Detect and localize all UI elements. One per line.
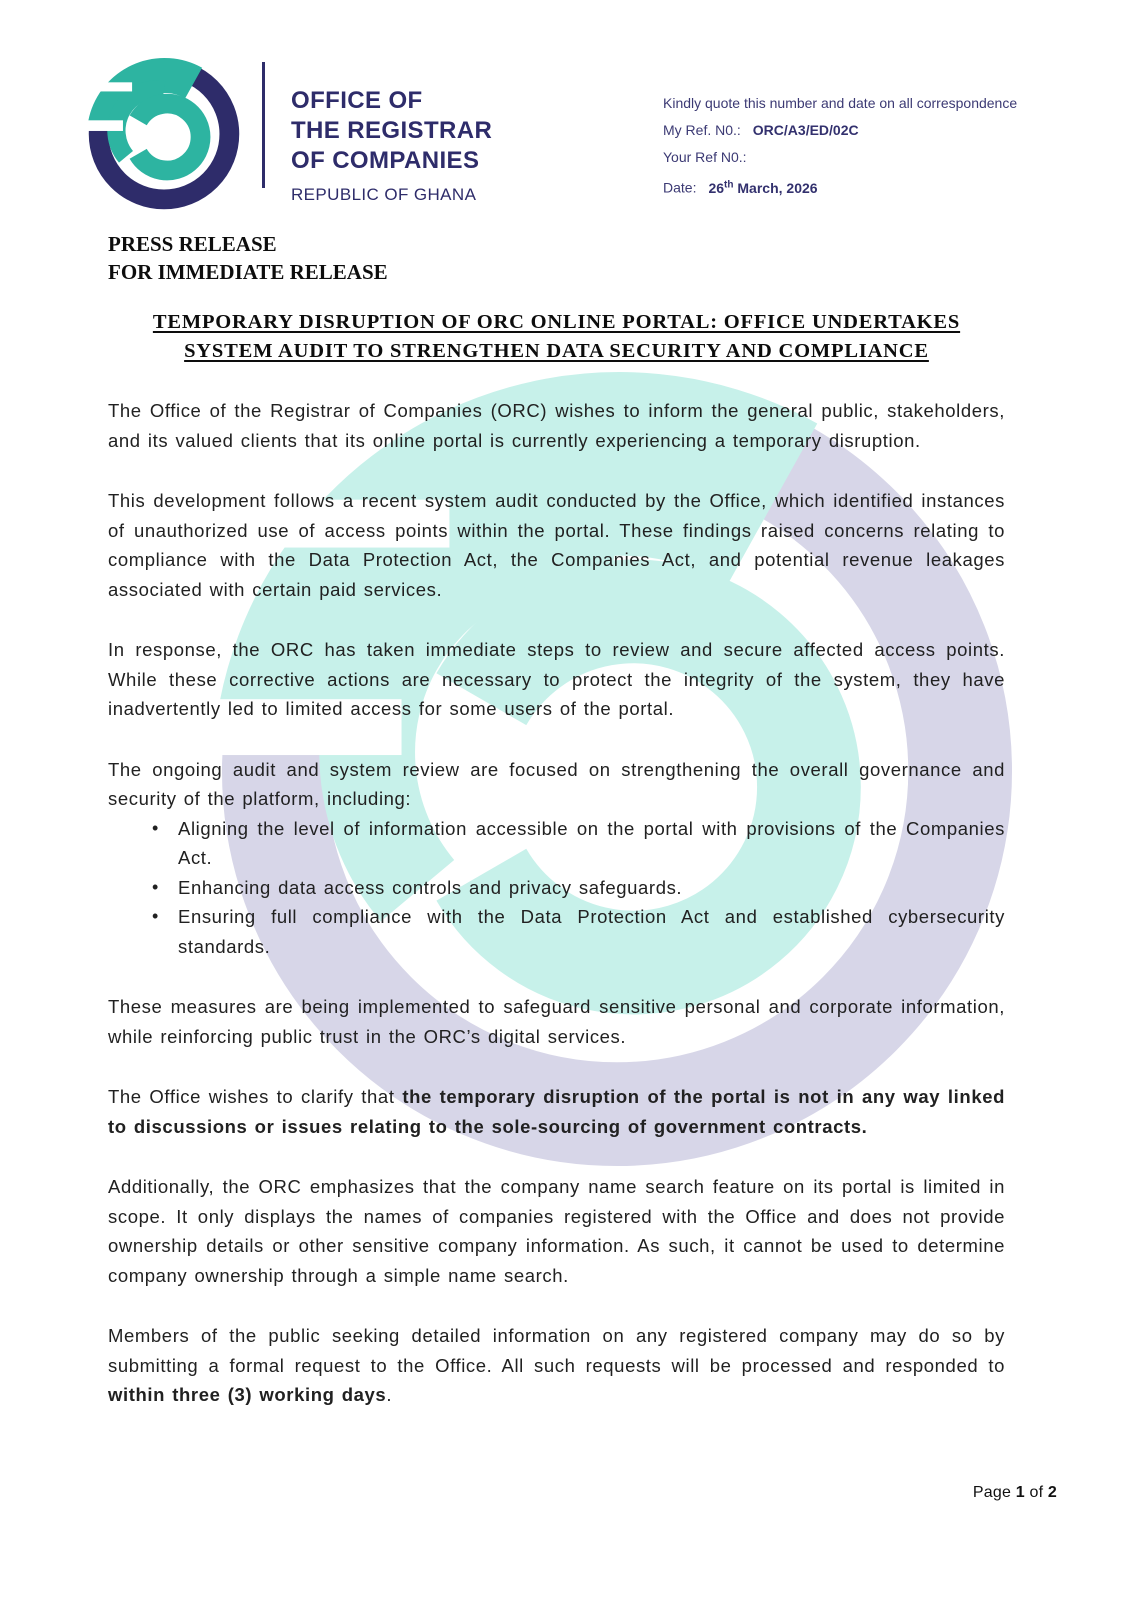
date-ordinal: th	[724, 179, 734, 190]
org-name-line: OFFICE OF	[291, 87, 423, 114]
kicker-line-2: FOR IMMEDIATE RELEASE	[108, 260, 388, 284]
orc-logo-icon	[88, 58, 240, 210]
paragraph-clarification	[108, 1082, 1005, 1141]
page-total: 2	[1047, 1484, 1057, 1501]
paragraph-audit-findings: This development follows a recent system audit conducted by the Office, which identified instances of unauthorized use of access points within the portal. These findings raised concerns relating to compliance with the Data Protection Act, the Companies Act, and potential revenue leakages associated with certain paid services.	[108, 490, 1005, 600]
paragraph-intro: The Office of the Registrar of Companies (ORC) wishes to inform the general public, stakeholders, and its valued clients that its online portal is currently experiencing a temporary disruption.	[108, 400, 1005, 451]
request-normal: Members of the public seeking detailed information on any registered company may do so by submitting a formal request to the Office. All such requests will be processed and responded to	[108, 1325, 1005, 1376]
my-ref-row	[663, 117, 1017, 144]
reference-block	[663, 90, 1017, 202]
clarification-bold: the temporary disruption of the portal is not in any way linked to discussions or issues relating to the sole-sourcing of government contracts.	[108, 1086, 1005, 1137]
my-ref-value: ORC/A3/ED/02C	[752, 122, 859, 138]
paragraph-response: In response, the ORC has taken immediate steps to review and secure affected access points. While these corrective actions are necessary to protect the integrity of the system, they have inadvertently led to limited access for some users of the portal.	[108, 639, 1005, 719]
date-value: 26th March, 2026	[708, 179, 818, 196]
paragraph-review-intro: The ongoing audit and system review are focused on strengthening the overall governance and security of the platform, including:	[108, 758, 1005, 809]
org-name-block	[291, 58, 492, 205]
list-item: • Aligning the level of information accessible on the portal with provisions of the Companies Act.	[108, 814, 1005, 873]
paragraph-name-search: Additionally, the ORC emphasizes that the company name search feature on its portal is limited in scope. It only displays the names of companies registered with the Office and does not provide ownership details or other sensitive company information. As such, it cannot be used to determine company ownership through a simple name search.	[108, 1176, 1005, 1286]
your-ref-row	[663, 144, 1017, 171]
kicker-line-1: PRESS RELEASE	[108, 232, 277, 256]
my-ref-label: My Ref. N0.:	[663, 122, 741, 138]
list-item: • Enhancing data access controls and privacy safeguards.	[108, 873, 1005, 903]
header-divider	[262, 62, 265, 188]
clarification-normal: The Office wishes to clarify that	[108, 1086, 403, 1107]
review-focus-list	[108, 814, 1005, 962]
release-kicker	[108, 230, 1005, 286]
org-country: REPUBLIC OF GHANA	[291, 185, 477, 204]
org-name-line: THE REGISTRAR	[291, 117, 493, 144]
request-bold: within three (3) working days	[108, 1384, 387, 1405]
correspondence-note: Kindly quote this number and date on all correspondence	[663, 95, 1018, 111]
paragraph-safeguard: These measures are being implemented to safeguard sensitive personal and corporate information, while reinforcing public trust in the ORC’s digital services.	[108, 996, 1005, 1047]
date-row	[663, 171, 1017, 202]
of-word: of	[1024, 1484, 1048, 1501]
your-ref-label: Your Ref N0.:	[663, 149, 747, 165]
org-name-line: OF COMPANIES	[291, 147, 480, 174]
page-word: Page	[972, 1484, 1016, 1501]
date-label: Date:	[663, 179, 697, 196]
release-body	[108, 396, 1005, 1410]
page-current: 1	[1015, 1484, 1025, 1501]
release-title: TEMPORARY DISRUPTION OF ORC ONLINE PORTAL: OFFICE UNDERTAKES SYSTEM AUDIT TO STRENGTHEN DATA SECURITY AND COMPLIANCE	[152, 311, 961, 362]
request-period: .	[386, 1384, 393, 1405]
paragraph-formal-request	[108, 1321, 1005, 1410]
page-number	[973, 1484, 1057, 1502]
list-item: • Ensuring full compliance with the Data Protection Act and established cybersecurity standards.	[108, 902, 1005, 961]
